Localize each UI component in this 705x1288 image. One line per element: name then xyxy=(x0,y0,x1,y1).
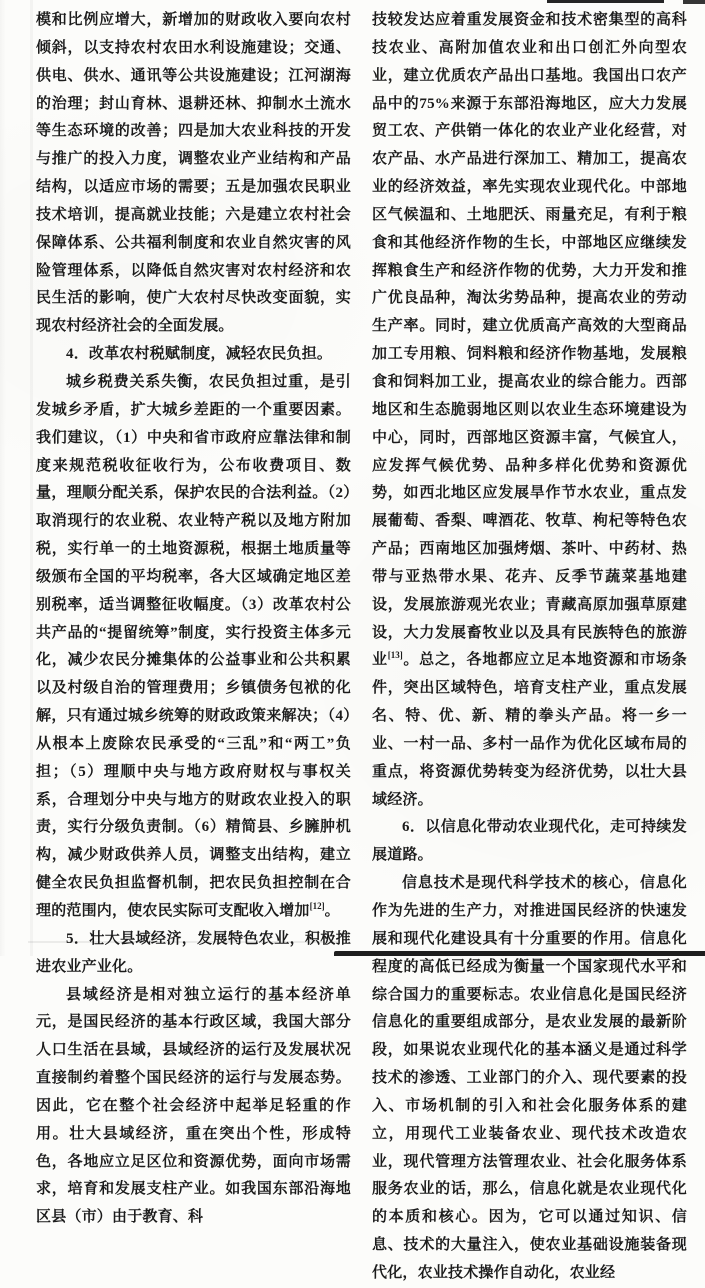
citation-superscript-12: [12] xyxy=(309,901,325,911)
citation-superscript-13: [13] xyxy=(387,650,403,661)
right-column xyxy=(372,7,687,1288)
scan-artifact-top-corner xyxy=(683,0,705,4)
paragraph-continued: 模和比例应增大，新增加的财政收入要向农村倾斜，以支持农村农田水利设施建设；交通、供电、供水、通讯等公共设施建设；江河湖海的治理；封山育林、退耕还林、抑制水土流水等生态环境的改善；四是加大农业科技的开发与推广的投入力度，调整农业产业结构和产品结构，以适应市场的需要；五是加强农民职业技术培训，提高就业技能；六是建立农村社会保障体系、公共福利制度和农业自然灾害的风险管理体系，以降低自然灾害对农村经济和农民生活的影响，使广大农村尽快改变面貌，实现农村经济社会的全面发展。 xyxy=(36,12,351,335)
section-heading-5: 5．壮大县域经济，发展特色农业，积极推进农业产业化。 xyxy=(36,930,351,975)
paragraph: 信息技术是现代科学技术的核心，信息化作为先进的生产力，对推进国民经济的快速发展和现代化建设具有十分重要的作用。信息化程度的高低已经成为衡量一个国家现代水平和综合国力的重要标志。农业信息化是国民经济信息化的重要组成部分，是农业发展的最新阶段，如果说农业现代化的基本涵义是通过科学技术的渗透、工业部门的介入、现代要素的投入、市场机制的引入和社会化服务体系的建立，用现代工业装备农业、现代技术改造农业，现代管理方法管理农业、社会化服务体系服务农业的话，那么，信息化就是农业现代化的本质和核心。因为，它可以通过知识、信息、技术的大量注入，使农业基础设施装备现代化，农业技术操作自动化，农业经 xyxy=(372,875,687,1281)
paragraph-continued xyxy=(372,7,687,814)
section-heading-4: 4．改革农村税赋制度，减轻农民负担。 xyxy=(66,346,333,363)
paragraph-text: 。 xyxy=(324,903,340,919)
section-heading-6: 6．以信息化带动农业现代化，走可持续发展道路。 xyxy=(372,819,687,864)
scan-artifact-top-line xyxy=(547,0,664,3)
paragraph: 县域经济是相对独立运行的基本经济单元，是国民经济的基本行政区域，我国大部分人口生活在县域，县域经济的运行及发展状况直接制约着整个国民经济的运行与发展态势。因此，它在整个社会经济中起举足轻重的作用。壮大县域经济，重在突出个性，形成特色，各地应立足区位和资源优势，面向市场需求，培育和发展支柱产业。如我国东部沿海地区县（市）由于教育、科 xyxy=(36,986,351,1226)
paragraph xyxy=(36,369,351,926)
two-column-text-body xyxy=(36,7,687,1288)
paragraph-text: 。总之，各地都应立足本地资源和市场条件，突出区域特色，培育支柱产业，重点发展名、特、优、新、精的拳头产品。将一乡一业、一村一品、多村一品作为优化区域布局的重点，将资源优势转变为经济优势，以壮大县域经济。 xyxy=(372,652,687,808)
paragraph-text: 城乡税费关系失衡，农民负担过重，是引发城乡矛盾，扩大城乡差距的一个重要因素。我们建议，（1）中央和省市政府应靠法律和制度来规范税收征收行为，公布收费项目、数量，理顺分配关系，保护农民的合法利益。（2）取消现行的农业税、农业特产税以及地方附加税，实行单一的土地资源税，根据土地质量等级颁布全国的平均税率，各大区域确定地区差别税率，适当调整征收幅度。（3）改革农村公共产品的“提留统筹”制度，实行投资主体多元化，减少农民分摊集体的公益事业和公共积累以及村级自治的管理费用；乡镇债务包袱的化解，只有通过城乡统筹的财政政策来解决；（4）从根本上废除农民承受的“三乱”和“两工”负担；（5）理顺中央与地方政府财权与事权关系，合理划分中央与地方的财政农业投入的职责，实行分级负责制。（6）精简县、乡臃肿机构，减少财政供养人员，调整支出结构，建立健全农民负担监督机制，把农民负担控制在合理的范围内，使农民实际可支配收入增加 xyxy=(36,373,351,919)
paragraph-text: 技较发达应着重发展资金和技术密集型的高科技农业、高附加值农业和出口创汇外向型农业，建立优质农产品出口基地。我国出口农产品中的75%来源于东部沿海地区，应大力发展贸工农、产供销一体化的农业产业化经营，对农产品、水产品进行深加工、精加工，提高农业的经济效益，率先实现农业现代化。中部地区气候温和、土地肥沃、雨量充足，有利于粮食和其他经济作物的生长，中部地区应继续发挥粮食生产和经济作物的优势，大力开发和推广优良品种，淘汰劣势品种，提高农业的劳动生产率。同时，建立优质高产高效的大型商品加工专用粮、饲料粮和经济作物基地，发展粮食和饲料加工业，提高农业的综合能力。西部地区和生态脆弱地区则以农业生态环境建设为中心，同时，西部地区资源丰富，气候宜人，应发挥气候优势、品种多样化优势和资源优势，如西北地区应发展旱作节水农业，重点发展葡萄、香梨、啤酒花、牧草、枸杞等特色农产品；西南地区加强烤烟、茶叶、中药材、热带与亚热带水果、花卉、反季节蔬菜基地建设，发展旅游观光农业；青藏高原加强草原建设，大力发展畜牧业以及具有民族特色的旅游业 xyxy=(372,12,687,669)
left-column xyxy=(36,7,351,1288)
scan-edge-shadow xyxy=(30,0,33,956)
